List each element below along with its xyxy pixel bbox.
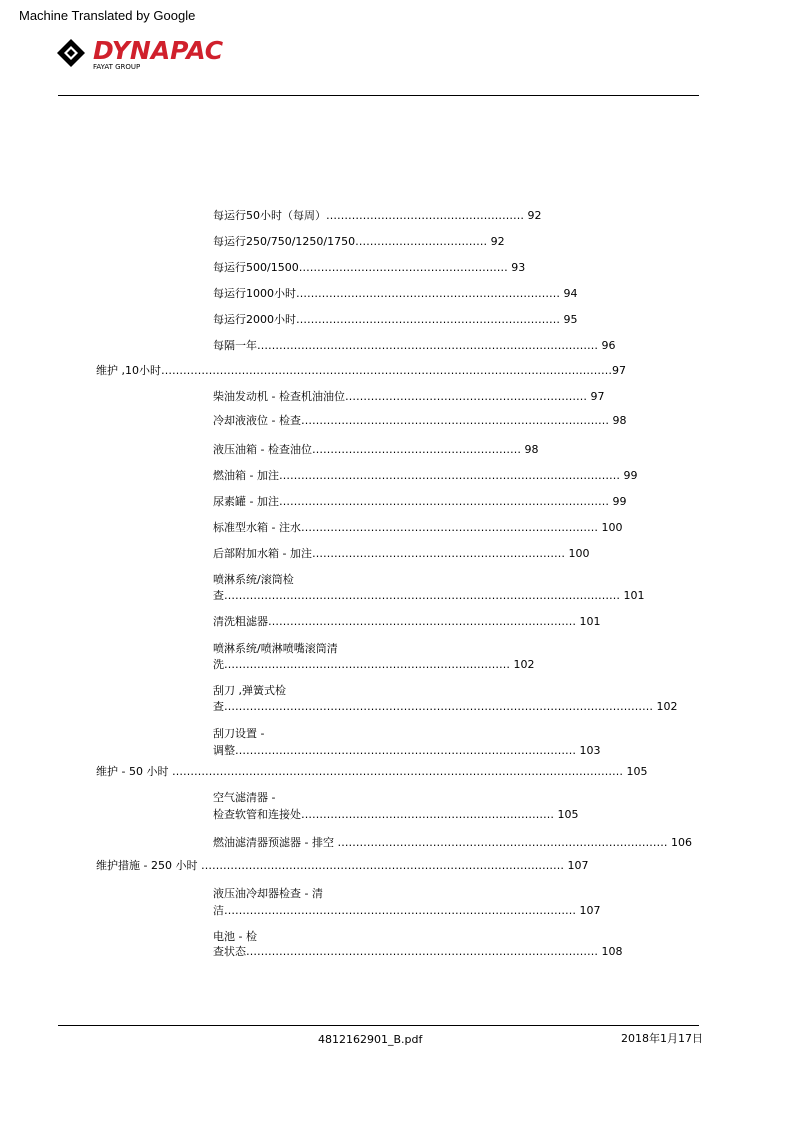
toc-entry[interactable] (213, 642, 535, 672)
toc-entry[interactable] (213, 684, 678, 714)
toc-entry-line1: 电池 - 检 (213, 930, 257, 943)
toc-entry[interactable]: 标准型水箱 - 注水……………………………………………………………………… 100 (213, 521, 623, 534)
toc-entry-line2: 查……………………………………………………………………………………………… 101 (213, 589, 645, 602)
toc-entry-line2: 检查软管和连接处…………………………………………………………… 105 (213, 808, 579, 821)
toc-entry-line2: 调整………………………………………………………………………………… 103 (213, 744, 601, 757)
toc-entry[interactable]: 柴油发动机 - 检查机油油位………………………………………………………… 97 (213, 390, 605, 403)
toc-entry[interactable]: 每运行2000小时……………………………………………………………… 95 (213, 313, 578, 326)
brand-subtitle: FAYAT GROUP (93, 63, 141, 71)
toc-entry[interactable] (213, 887, 601, 918)
toc-entry[interactable]: 每运行50小时（每周）……………………………………………… 92 (213, 209, 542, 222)
toc-entry[interactable]: 后部附加水箱 - 加注…………………………………………………………… 100 (213, 547, 590, 560)
brand-name: DYNAPAC (93, 37, 224, 65)
toc-entry[interactable] (213, 791, 579, 822)
toc-entry[interactable] (213, 573, 645, 603)
footer-filename: 4812162901_B.pdf (318, 1033, 423, 1046)
toc-entry-line1: 喷淋系统/滚筒检 (213, 573, 294, 586)
toc-entry-line1: 刮刀设置 - (213, 727, 265, 740)
toc-entry[interactable] (213, 727, 601, 758)
toc-entry[interactable] (213, 930, 623, 959)
toc-entry-line2: 洗…………………………………………………………………… 102 (213, 658, 535, 671)
toc-entry-line2: 查……………………………………………………………………………………………………… 102 (213, 700, 678, 713)
toc-entry[interactable]: 每运行250/750/1250/1750……………………………… 92 (213, 235, 505, 248)
toc-section[interactable]: 维护措施 - 250 小时 ……………………………………………………………………………………… 107 (96, 859, 589, 872)
toc-entry[interactable]: 液压油箱 - 检查油位………………………………………………… 98 (213, 443, 539, 456)
toc-entry-line1: 刮刀 ,弹簧式检 (213, 684, 286, 697)
toc-entry-line2: 查状态…………………………………………………………………………………… 108 (213, 945, 623, 958)
toc-entry-line2: 洁…………………………………………………………………………………… 107 (213, 904, 601, 917)
toc-entry[interactable]: 尿素罐 - 加注……………………………………………………………………………… 99 (213, 495, 627, 508)
toc-entry-line1: 空气滤清器 - (213, 791, 276, 804)
toc-entry[interactable]: 每运行1000小时……………………………………………………………… 94 (213, 287, 578, 300)
toc-entry[interactable]: 清洗粗滤器………………………………………………………………………… 101 (213, 615, 601, 628)
toc-entry[interactable]: 每隔一年………………………………………………………………………………… 96 (213, 339, 616, 352)
toc-entry[interactable]: 每运行500/1500………………………………………………… 93 (213, 261, 526, 274)
toc-entry-line1: 液压油冷却器检查 - 清 (213, 887, 323, 900)
toc-entry[interactable]: 冷却液液位 - 检查………………………………………………………………………… 98 (213, 414, 627, 427)
toc-entry[interactable]: 燃油滤清器预滤器 - 排空 ……………………………………………………………………………… 106 (213, 836, 692, 849)
toc-entry[interactable]: 燃油箱 - 加注………………………………………………………………………………… 99 (213, 469, 638, 482)
toc-section[interactable]: 维护 - 50 小时 …………………………………………………………………………………………………………… 105 (96, 765, 648, 778)
footer-rule (58, 1025, 699, 1026)
footer-date: 2018年1月17日 (621, 1032, 703, 1045)
toc-section[interactable]: 维护 ,10小时……………………………………………………………………………………………………………97 (96, 364, 626, 377)
machine-translated-note: Machine Translated by Google (19, 8, 196, 23)
toc-entry-line1: 喷淋系统/喷淋喷嘴滚筒清 (213, 642, 338, 655)
